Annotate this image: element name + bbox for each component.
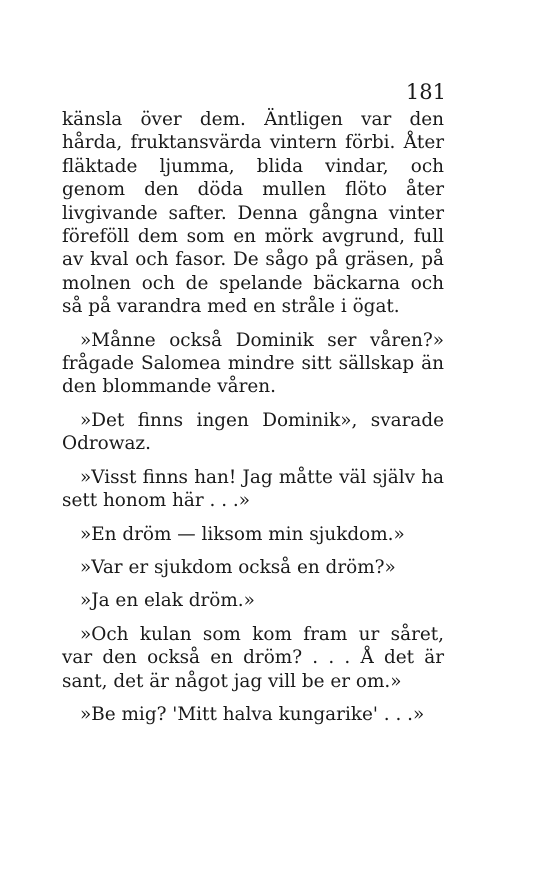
paragraph: »Månne också Dominik ser våren?» frågade Salomea mindre sitt sällskap än den blommande våren.	[62, 329, 444, 398]
paragraph: »En dröm — liksom min sjukdom.»	[80, 523, 405, 545]
paragraph: »Var er sjukdom också en dröm?»	[80, 556, 396, 578]
paragraph: »Be mig? 'Mitt halva kungarike' . . .»	[80, 703, 425, 725]
paragraph: känsla över dem. Äntligen var den hårda, fruktansvärda vintern förbi. Åter fläktade ljumma, blida vindar, och genom den döda mullen flöto åter livgivande safter. Denna gångna vinter föreföll dem som en mörk avgrund, full av kval och fasor. De sågo på gräsen, på molnen och de spelande bäckarna och så på varandra med en stråle i ögat.	[62, 109, 444, 318]
page-number: 181	[405, 80, 446, 104]
paragraph: »Ja en elak dröm.»	[80, 590, 255, 612]
paragraph: »Det finns ingen Dominik», svarade Odrowaz.	[62, 409, 444, 455]
body-text	[62, 108, 444, 726]
paragraph: »Visst finns han! Jag måtte väl själv ha sett honom här . . .»	[62, 466, 444, 512]
paragraph: »Och kulan som kom fram ur såret, var den också en dröm? . . . Å det är sant, det är något jag vill be er om.»	[62, 623, 444, 692]
